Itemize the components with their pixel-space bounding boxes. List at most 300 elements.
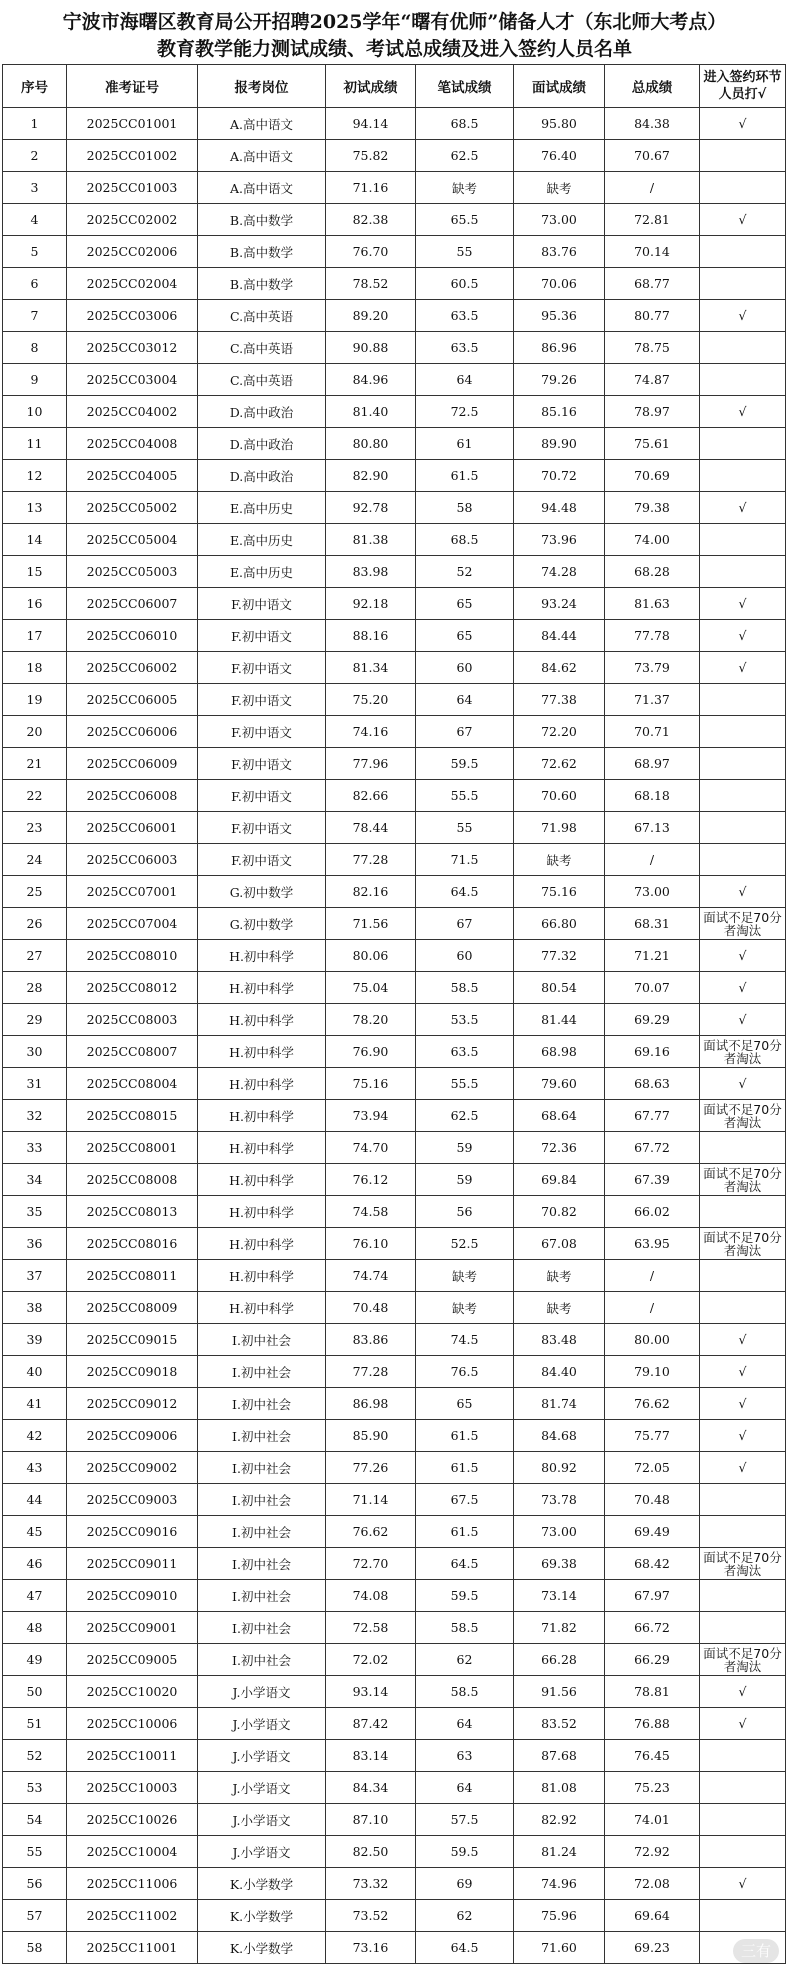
cell-signing-mark xyxy=(700,460,786,492)
table-row xyxy=(3,876,786,908)
cell-position: K.小学数学 xyxy=(198,1868,326,1900)
cell-total-score: 68.77 xyxy=(605,268,700,300)
cell-total-score: 76.45 xyxy=(605,1740,700,1772)
cell-index: 16 xyxy=(3,588,67,620)
cell-interview-score: 82.92 xyxy=(514,1804,605,1836)
table-row xyxy=(3,1804,786,1836)
cell-interview-score: 83.52 xyxy=(514,1708,605,1740)
cell-interview-score: 76.40 xyxy=(514,140,605,172)
cell-written-score: 68.5 xyxy=(416,524,514,556)
cell-ticket-no: 2025CC03012 xyxy=(67,332,198,364)
cell-index: 8 xyxy=(3,332,67,364)
cell-total-score: 72.92 xyxy=(605,1836,700,1868)
cell-total-score: 67.13 xyxy=(605,812,700,844)
cell-interview-score: 83.48 xyxy=(514,1324,605,1356)
cell-position: D.高中政治 xyxy=(198,396,326,428)
cell-interview-score: 68.64 xyxy=(514,1100,605,1132)
cell-total-score: 71.21 xyxy=(605,940,700,972)
cell-position: F.初中语文 xyxy=(198,844,326,876)
table-row xyxy=(3,1196,786,1228)
table-row xyxy=(3,140,786,172)
cell-initial-score: 77.96 xyxy=(326,748,416,780)
table-row xyxy=(3,428,786,460)
cell-position: H.初中科学 xyxy=(198,1260,326,1292)
cell-ticket-no: 2025CC06008 xyxy=(67,780,198,812)
cell-position: I.初中社会 xyxy=(198,1612,326,1644)
cell-written-score: 65 xyxy=(416,1388,514,1420)
cell-initial-score: 75.04 xyxy=(326,972,416,1004)
cell-signing-mark xyxy=(700,140,786,172)
table-row xyxy=(3,1100,786,1132)
cell-ticket-no: 2025CC09002 xyxy=(67,1452,198,1484)
table-row xyxy=(3,1164,786,1196)
cell-written-score: 55.5 xyxy=(416,780,514,812)
cell-written-score: 67 xyxy=(416,716,514,748)
cell-position: J.小学语文 xyxy=(198,1836,326,1868)
table-row xyxy=(3,268,786,300)
cell-position: A.高中语文 xyxy=(198,172,326,204)
cell-total-score: 69.16 xyxy=(605,1036,700,1068)
cell-index: 40 xyxy=(3,1356,67,1388)
cell-signing-mark xyxy=(700,1132,786,1164)
cell-ticket-no: 2025CC09005 xyxy=(67,1644,198,1676)
cell-position: F.初中语文 xyxy=(198,812,326,844)
cell-interview-score: 70.06 xyxy=(514,268,605,300)
cell-total-score: 75.23 xyxy=(605,1772,700,1804)
cell-interview-score: 84.68 xyxy=(514,1420,605,1452)
cell-ticket-no: 2025CC05003 xyxy=(67,556,198,588)
cell-ticket-no: 2025CC08003 xyxy=(67,1004,198,1036)
cell-ticket-no: 2025CC08012 xyxy=(67,972,198,1004)
cell-index: 24 xyxy=(3,844,67,876)
cell-ticket-no: 2025CC09018 xyxy=(67,1356,198,1388)
cell-index: 52 xyxy=(3,1740,67,1772)
cell-signing-mark xyxy=(700,332,786,364)
cell-total-score: 70.69 xyxy=(605,460,700,492)
cell-interview-score: 94.48 xyxy=(514,492,605,524)
cell-signing-mark: √ xyxy=(700,1068,786,1100)
cell-written-score: 59 xyxy=(416,1164,514,1196)
cell-initial-score: 77.26 xyxy=(326,1452,416,1484)
cell-initial-score: 86.98 xyxy=(326,1388,416,1420)
cell-ticket-no: 2025CC08016 xyxy=(67,1228,198,1260)
cell-signing-mark: √ xyxy=(700,652,786,684)
cell-initial-score: 76.70 xyxy=(326,236,416,268)
cell-written-score: 55 xyxy=(416,812,514,844)
cell-index: 17 xyxy=(3,620,67,652)
cell-initial-score: 87.10 xyxy=(326,1804,416,1836)
cell-ticket-no: 2025CC05002 xyxy=(67,492,198,524)
cell-interview-score: 70.72 xyxy=(514,460,605,492)
cell-interview-score: 74.96 xyxy=(514,1868,605,1900)
cell-signing-mark: √ xyxy=(700,204,786,236)
cell-initial-score: 72.70 xyxy=(326,1548,416,1580)
cell-written-score: 61.5 xyxy=(416,1420,514,1452)
cell-signing-mark: √ xyxy=(700,1676,786,1708)
cell-ticket-no: 2025CC11002 xyxy=(67,1900,198,1932)
cell-written-score: 59 xyxy=(416,1132,514,1164)
cell-interview-score: 缺考 xyxy=(514,1260,605,1292)
cell-written-score: 59.5 xyxy=(416,1836,514,1868)
cell-initial-score: 93.14 xyxy=(326,1676,416,1708)
cell-interview-score: 69.38 xyxy=(514,1548,605,1580)
cell-index: 27 xyxy=(3,940,67,972)
cell-total-score: 67.72 xyxy=(605,1132,700,1164)
cell-signing-mark: √ xyxy=(700,620,786,652)
cell-written-score: 64.5 xyxy=(416,876,514,908)
cell-interview-score: 69.84 xyxy=(514,1164,605,1196)
cell-initial-score: 74.74 xyxy=(326,1260,416,1292)
cell-interview-score: 80.54 xyxy=(514,972,605,1004)
cell-total-score: 72.05 xyxy=(605,1452,700,1484)
cell-initial-score: 81.40 xyxy=(326,396,416,428)
cell-written-score: 65 xyxy=(416,588,514,620)
table-row xyxy=(3,1068,786,1100)
cell-total-score: 80.77 xyxy=(605,300,700,332)
cell-index: 39 xyxy=(3,1324,67,1356)
cell-ticket-no: 2025CC11001 xyxy=(67,1932,198,1964)
cell-interview-score: 84.44 xyxy=(514,620,605,652)
table-row xyxy=(3,1292,786,1324)
cell-index: 43 xyxy=(3,1452,67,1484)
cell-position: C.高中英语 xyxy=(198,332,326,364)
cell-ticket-no: 2025CC08011 xyxy=(67,1260,198,1292)
cell-ticket-no: 2025CC06002 xyxy=(67,652,198,684)
cell-interview-score: 77.32 xyxy=(514,940,605,972)
cell-total-score: 69.49 xyxy=(605,1516,700,1548)
cell-position: J.小学语文 xyxy=(198,1804,326,1836)
watermark-logo: 三有 xyxy=(733,1939,779,1963)
table-row xyxy=(3,524,786,556)
table-row xyxy=(3,1708,786,1740)
cell-written-score: 60.5 xyxy=(416,268,514,300)
cell-position: H.初中科学 xyxy=(198,972,326,1004)
cell-written-score: 缺考 xyxy=(416,172,514,204)
table-row xyxy=(3,1132,786,1164)
cell-signing-mark xyxy=(700,268,786,300)
cell-ticket-no: 2025CC10020 xyxy=(67,1676,198,1708)
cell-index: 36 xyxy=(3,1228,67,1260)
cell-position: F.初中语文 xyxy=(198,748,326,780)
cell-initial-score: 81.34 xyxy=(326,652,416,684)
cell-ticket-no: 2025CC09006 xyxy=(67,1420,198,1452)
table-row xyxy=(3,300,786,332)
cell-interview-score: 73.00 xyxy=(514,1516,605,1548)
cell-interview-score: 83.76 xyxy=(514,236,605,268)
cell-initial-score: 72.02 xyxy=(326,1644,416,1676)
cell-ticket-no: 2025CC06009 xyxy=(67,748,198,780)
cell-signing-mark: √ xyxy=(700,396,786,428)
cell-ticket-no: 2025CC04008 xyxy=(67,428,198,460)
cell-initial-score: 80.06 xyxy=(326,940,416,972)
table-body xyxy=(3,108,786,1964)
cell-index: 34 xyxy=(3,1164,67,1196)
cell-written-score: 64.5 xyxy=(416,1932,514,1964)
cell-total-score: 63.95 xyxy=(605,1228,700,1260)
table-row xyxy=(3,1836,786,1868)
cell-interview-score: 72.62 xyxy=(514,748,605,780)
cell-interview-score: 75.96 xyxy=(514,1900,605,1932)
cell-interview-score: 89.90 xyxy=(514,428,605,460)
cell-written-score: 60 xyxy=(416,652,514,684)
cell-signing-mark xyxy=(700,1900,786,1932)
cell-index: 6 xyxy=(3,268,67,300)
cell-position: D.高中政治 xyxy=(198,428,326,460)
cell-interview-score: 73.00 xyxy=(514,204,605,236)
cell-position: H.初中科学 xyxy=(198,1132,326,1164)
cell-written-score: 58.5 xyxy=(416,1676,514,1708)
cell-written-score: 62.5 xyxy=(416,140,514,172)
cell-index: 29 xyxy=(3,1004,67,1036)
cell-signing-mark xyxy=(700,844,786,876)
cell-initial-score: 76.90 xyxy=(326,1036,416,1068)
cell-ticket-no: 2025CC10003 xyxy=(67,1772,198,1804)
cell-index: 49 xyxy=(3,1644,67,1676)
cell-index: 47 xyxy=(3,1580,67,1612)
table-row xyxy=(3,460,786,492)
cell-position: H.初中科学 xyxy=(198,1228,326,1260)
cell-position: F.初中语文 xyxy=(198,684,326,716)
cell-signing-mark xyxy=(700,1740,786,1772)
table-row xyxy=(3,620,786,652)
cell-ticket-no: 2025CC07001 xyxy=(67,876,198,908)
cell-total-score: 67.77 xyxy=(605,1100,700,1132)
cell-signing-mark: √ xyxy=(700,876,786,908)
table-row xyxy=(3,1036,786,1068)
cell-initial-score: 78.52 xyxy=(326,268,416,300)
cell-ticket-no: 2025CC11006 xyxy=(67,1868,198,1900)
cell-initial-score: 85.90 xyxy=(326,1420,416,1452)
cell-total-score: 68.28 xyxy=(605,556,700,588)
cell-total-score: 74.01 xyxy=(605,1804,700,1836)
cell-index: 1 xyxy=(3,108,67,140)
cell-interview-score: 71.98 xyxy=(514,812,605,844)
cell-ticket-no: 2025CC06007 xyxy=(67,588,198,620)
table-row xyxy=(3,972,786,1004)
cell-index: 32 xyxy=(3,1100,67,1132)
cell-position: A.高中语文 xyxy=(198,140,326,172)
cell-interview-score: 84.62 xyxy=(514,652,605,684)
cell-total-score: 73.79 xyxy=(605,652,700,684)
cell-position: E.高中历史 xyxy=(198,556,326,588)
cell-ticket-no: 2025CC05004 xyxy=(67,524,198,556)
cell-written-score: 76.5 xyxy=(416,1356,514,1388)
cell-index: 45 xyxy=(3,1516,67,1548)
cell-initial-score: 71.56 xyxy=(326,908,416,940)
cell-signing-mark: √ xyxy=(700,1420,786,1452)
cell-index: 3 xyxy=(3,172,67,204)
cell-signing-mark: √ xyxy=(700,108,786,140)
cell-initial-score: 89.20 xyxy=(326,300,416,332)
cell-written-score: 63 xyxy=(416,1740,514,1772)
cell-initial-score: 71.14 xyxy=(326,1484,416,1516)
cell-index: 22 xyxy=(3,780,67,812)
cell-signing-mark xyxy=(700,716,786,748)
cell-total-score: 75.61 xyxy=(605,428,700,460)
table-row xyxy=(3,748,786,780)
cell-signing-mark xyxy=(700,1580,786,1612)
cell-position: J.小学语文 xyxy=(198,1772,326,1804)
cell-initial-score: 74.70 xyxy=(326,1132,416,1164)
cell-interview-score: 72.20 xyxy=(514,716,605,748)
cell-ticket-no: 2025CC09016 xyxy=(67,1516,198,1548)
cell-ticket-no: 2025CC04002 xyxy=(67,396,198,428)
cell-interview-score: 72.36 xyxy=(514,1132,605,1164)
col-header-initial-score: 初试成绩 xyxy=(326,65,416,108)
cell-position: H.初中科学 xyxy=(198,1196,326,1228)
cell-signing-mark: √ xyxy=(700,1388,786,1420)
cell-total-score: 80.00 xyxy=(605,1324,700,1356)
cell-interview-score: 95.36 xyxy=(514,300,605,332)
cell-position: H.初中科学 xyxy=(198,940,326,972)
cell-total-score: / xyxy=(605,1292,700,1324)
cell-initial-score: 74.16 xyxy=(326,716,416,748)
table-row xyxy=(3,1228,786,1260)
cell-signing-mark: 面试不足70分者淘汰 xyxy=(700,1164,786,1196)
cell-index: 9 xyxy=(3,364,67,396)
cell-written-score: 71.5 xyxy=(416,844,514,876)
table-row xyxy=(3,1548,786,1580)
cell-index: 54 xyxy=(3,1804,67,1836)
cell-interview-score: 81.44 xyxy=(514,1004,605,1036)
table-row xyxy=(3,652,786,684)
table-row xyxy=(3,1356,786,1388)
table-row xyxy=(3,716,786,748)
cell-interview-score: 66.80 xyxy=(514,908,605,940)
cell-total-score: 76.88 xyxy=(605,1708,700,1740)
table-row xyxy=(3,1932,786,1964)
cell-total-score: 70.07 xyxy=(605,972,700,1004)
cell-index: 12 xyxy=(3,460,67,492)
cell-ticket-no: 2025CC09010 xyxy=(67,1580,198,1612)
cell-initial-score: 75.16 xyxy=(326,1068,416,1100)
col-header-index: 序号 xyxy=(3,65,67,108)
cell-index: 25 xyxy=(3,876,67,908)
cell-total-score: 77.78 xyxy=(605,620,700,652)
cell-index: 2 xyxy=(3,140,67,172)
cell-signing-mark xyxy=(700,1612,786,1644)
table-row xyxy=(3,236,786,268)
table-row xyxy=(3,108,786,140)
table-row xyxy=(3,1388,786,1420)
cell-signing-mark: √ xyxy=(700,1356,786,1388)
cell-interview-score: 85.16 xyxy=(514,396,605,428)
table-row xyxy=(3,332,786,364)
cell-initial-score: 94.14 xyxy=(326,108,416,140)
cell-initial-score: 74.08 xyxy=(326,1580,416,1612)
cell-initial-score: 77.28 xyxy=(326,1356,416,1388)
cell-written-score: 62.5 xyxy=(416,1100,514,1132)
cell-signing-mark: √ xyxy=(700,940,786,972)
table-row xyxy=(3,1004,786,1036)
cell-written-score: 65.5 xyxy=(416,204,514,236)
cell-initial-score: 73.16 xyxy=(326,1932,416,1964)
cell-initial-score: 75.20 xyxy=(326,684,416,716)
cell-position: F.初中语文 xyxy=(198,652,326,684)
cell-interview-score: 73.96 xyxy=(514,524,605,556)
cell-index: 13 xyxy=(3,492,67,524)
cell-total-score: 70.71 xyxy=(605,716,700,748)
cell-signing-mark xyxy=(700,428,786,460)
page-title: 宁波市海曙区教育局公开招聘2025学年“曙有优师”储备人才（东北师大考点） xyxy=(62,11,727,33)
cell-total-score: 70.48 xyxy=(605,1484,700,1516)
cell-signing-mark xyxy=(700,1196,786,1228)
cell-signing-mark: 面试不足70分者淘汰 xyxy=(700,1228,786,1260)
cell-index: 20 xyxy=(3,716,67,748)
cell-written-score: 67.5 xyxy=(416,1484,514,1516)
table-row xyxy=(3,1516,786,1548)
col-header-position: 报考岗位 xyxy=(198,65,326,108)
cell-total-score: / xyxy=(605,844,700,876)
cell-ticket-no: 2025CC08004 xyxy=(67,1068,198,1100)
cell-written-score: 59.5 xyxy=(416,748,514,780)
cell-signing-mark xyxy=(700,236,786,268)
cell-ticket-no: 2025CC06010 xyxy=(67,620,198,652)
cell-interview-score: 缺考 xyxy=(514,172,605,204)
cell-index: 30 xyxy=(3,1036,67,1068)
cell-written-score: 63.5 xyxy=(416,1036,514,1068)
cell-total-score: 72.81 xyxy=(605,204,700,236)
cell-ticket-no: 2025CC02002 xyxy=(67,204,198,236)
cell-total-score: 68.97 xyxy=(605,748,700,780)
cell-index: 56 xyxy=(3,1868,67,1900)
cell-total-score: 68.31 xyxy=(605,908,700,940)
cell-initial-score: 92.78 xyxy=(326,492,416,524)
table-row xyxy=(3,172,786,204)
cell-interview-score: 81.24 xyxy=(514,1836,605,1868)
cell-index: 48 xyxy=(3,1612,67,1644)
cell-initial-score: 92.18 xyxy=(326,588,416,620)
cell-ticket-no: 2025CC03004 xyxy=(67,364,198,396)
table-row xyxy=(3,908,786,940)
cell-signing-mark: √ xyxy=(700,588,786,620)
cell-total-score: 69.64 xyxy=(605,1900,700,1932)
cell-signing-mark: 面试不足70分者淘汰 xyxy=(700,1100,786,1132)
cell-ticket-no: 2025CC03006 xyxy=(67,300,198,332)
cell-signing-mark xyxy=(700,684,786,716)
cell-ticket-no: 2025CC06006 xyxy=(67,716,198,748)
cell-ticket-no: 2025CC01001 xyxy=(67,108,198,140)
table-row xyxy=(3,1612,786,1644)
cell-written-score: 58 xyxy=(416,492,514,524)
table-row xyxy=(3,396,786,428)
col-header-interview-score: 面试成绩 xyxy=(514,65,605,108)
cell-initial-score: 82.38 xyxy=(326,204,416,236)
cell-total-score: 70.67 xyxy=(605,140,700,172)
cell-ticket-no: 2025CC09012 xyxy=(67,1388,198,1420)
cell-interview-score: 70.82 xyxy=(514,1196,605,1228)
cell-index: 57 xyxy=(3,1900,67,1932)
cell-ticket-no: 2025CC08001 xyxy=(67,1132,198,1164)
cell-position: B.高中数学 xyxy=(198,236,326,268)
cell-ticket-no: 2025CC01003 xyxy=(67,172,198,204)
cell-total-score: / xyxy=(605,172,700,204)
cell-position: J.小学语文 xyxy=(198,1740,326,1772)
table-row xyxy=(3,780,786,812)
cell-total-score: 84.38 xyxy=(605,108,700,140)
cell-signing-mark xyxy=(700,364,786,396)
cell-signing-mark: 面试不足70分者淘汰 xyxy=(700,1644,786,1676)
cell-total-score: 79.38 xyxy=(605,492,700,524)
col-header-signing: 进入签约环节人员打√ xyxy=(700,65,786,108)
cell-index: 14 xyxy=(3,524,67,556)
cell-initial-score: 84.34 xyxy=(326,1772,416,1804)
cell-initial-score: 70.48 xyxy=(326,1292,416,1324)
cell-initial-score: 82.90 xyxy=(326,460,416,492)
cell-position: E.高中历史 xyxy=(198,492,326,524)
cell-position: I.初中社会 xyxy=(198,1324,326,1356)
cell-initial-score: 82.66 xyxy=(326,780,416,812)
